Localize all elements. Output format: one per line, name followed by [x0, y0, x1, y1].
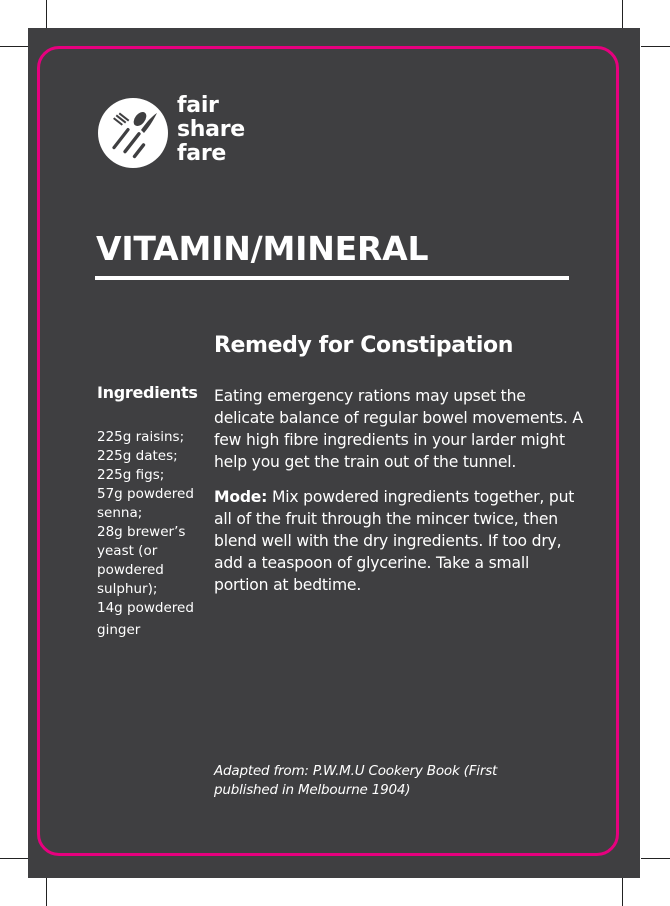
source-credit: Adapted from: P.W.M.U Cookery Book (First published in Melbourne 1904) [214, 763, 498, 798]
brand-wordmark [177, 94, 245, 166]
ingredients-heading: Ingredients [97, 383, 198, 402]
recipe-title: Remedy for Constipation [214, 333, 513, 358]
crop-mark [622, 0, 623, 28]
brand-line: fair [177, 93, 219, 118]
method-text: Mix powdered ingredients together, put all of the fruit through the mincer twice, then blend well with the dry ingredients. If too dry, add a teaspoon of glycerine. Take a small portion at bedtime. [214, 488, 575, 594]
crop-mark [622, 878, 623, 906]
crop-mark [46, 878, 47, 906]
ingredient-line: 225g dates; [97, 448, 178, 464]
ingredient-line: sulphur); [97, 581, 158, 597]
ingredients-list [97, 428, 209, 640]
crop-mark [46, 0, 47, 28]
crop-mark [641, 46, 670, 47]
ingredient-line: 14g powdered [97, 600, 194, 616]
ingredient-line: yeast (or [97, 543, 158, 559]
ingredient-line: 28g brewer’s [97, 524, 186, 540]
cutlery-circle-icon [97, 97, 169, 169]
ingredient-line: 225g raisins; [97, 429, 185, 445]
crop-mark [641, 858, 670, 859]
crop-mark [0, 858, 28, 859]
ingredient-line: ginger [97, 622, 141, 638]
ingredient-line: senna; [97, 505, 143, 521]
brand-line: share [177, 117, 245, 142]
ingredient-line: 57g powdered [97, 486, 194, 502]
brand-line: fare [177, 141, 226, 166]
ingredient-line: powdered [97, 562, 164, 578]
category-title: VITAMIN/MINERAL [96, 229, 429, 268]
recipe-method [214, 486, 584, 596]
ingredient-line: 225g figs; [97, 467, 165, 483]
crop-mark [0, 46, 28, 47]
method-label: Mode: [214, 488, 268, 506]
recipe-intro: Eating emergency rations may upset the delicate balance of regular bowel movements. A few high fibre ingredients in your larder might help you get the train out of the tunnel. [214, 387, 583, 471]
title-underline [95, 276, 569, 280]
